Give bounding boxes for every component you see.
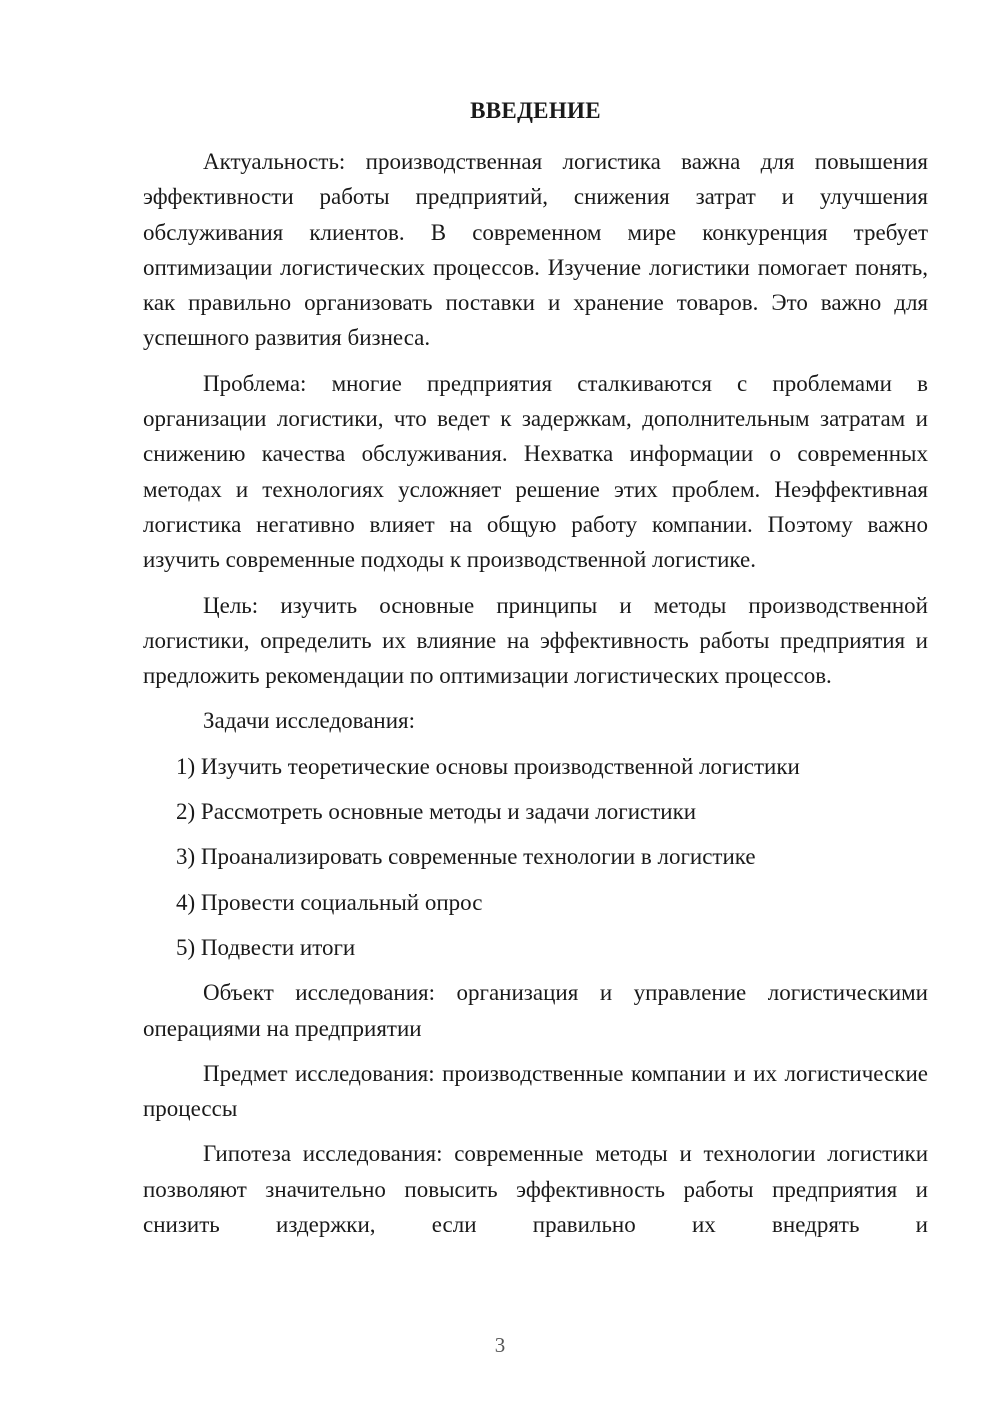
tasks-list [143,749,928,965]
paragraph-relevance: Актуальность: производственная логистика важна для повышения эффективности работы предприятий, снижения затрат и улучшения обслуживания клиентов. В современном мире конкуренция требует оптимизации логистических процессов. Изучение логистики помогает понять, как правильно организовать поставки и хранение товаров. Это важно для успешного развития бизнеса. [143,149,928,351]
paragraph-subject: Предмет исследования: производственные компании и их логистические процессы [143,1060,928,1122]
document-page [143,96,928,1252]
list-item: 3) Проанализировать современные технологии в логистике [176,844,756,870]
page-title: ВВЕДЕНИЕ [470,98,601,123]
paragraph-goal: Цель: изучить основные принципы и методы производственной логистики, определить их влияние на эффективность работы предприятия и предложить рекомендации по оптимизации логистических процессов. [143,592,928,689]
list-item: 1) Изучить теоретические основы производственной логистики [176,753,800,779]
list-item: 5) Подвести итоги [176,934,356,960]
tasks-label: Задачи исследования: [203,708,416,734]
paragraph-object: Объект исследования: организация и управление логистическими операциями на предприятии [143,980,928,1041]
list-item: 4) Провести социальный опрос [176,889,483,915]
paragraph-hypothesis: Гипотеза исследования: современные методы и технологии логистики позволяют значительно повысить эффективность работы предприятия и снизить издержки, если правильно их внедрять и [143,1141,928,1238]
page-number: 3 [494,1333,506,1357]
list-item: 2) Рассмотреть основные методы и задачи логистики [176,799,697,825]
paragraph-problem: Проблема: многие предприятия сталкиваются с проблемами в организации логистики, что ведет к задержкам, дополнительным затратам и снижению качества обслуживания. Нехватка информации о современных методах и технологиях усложняет решение этих проблем. Неэффективная логистика негативно влияет на общую работу компании. Поэтому важно изучить современные подходы к производственной логистике. [143,370,928,573]
